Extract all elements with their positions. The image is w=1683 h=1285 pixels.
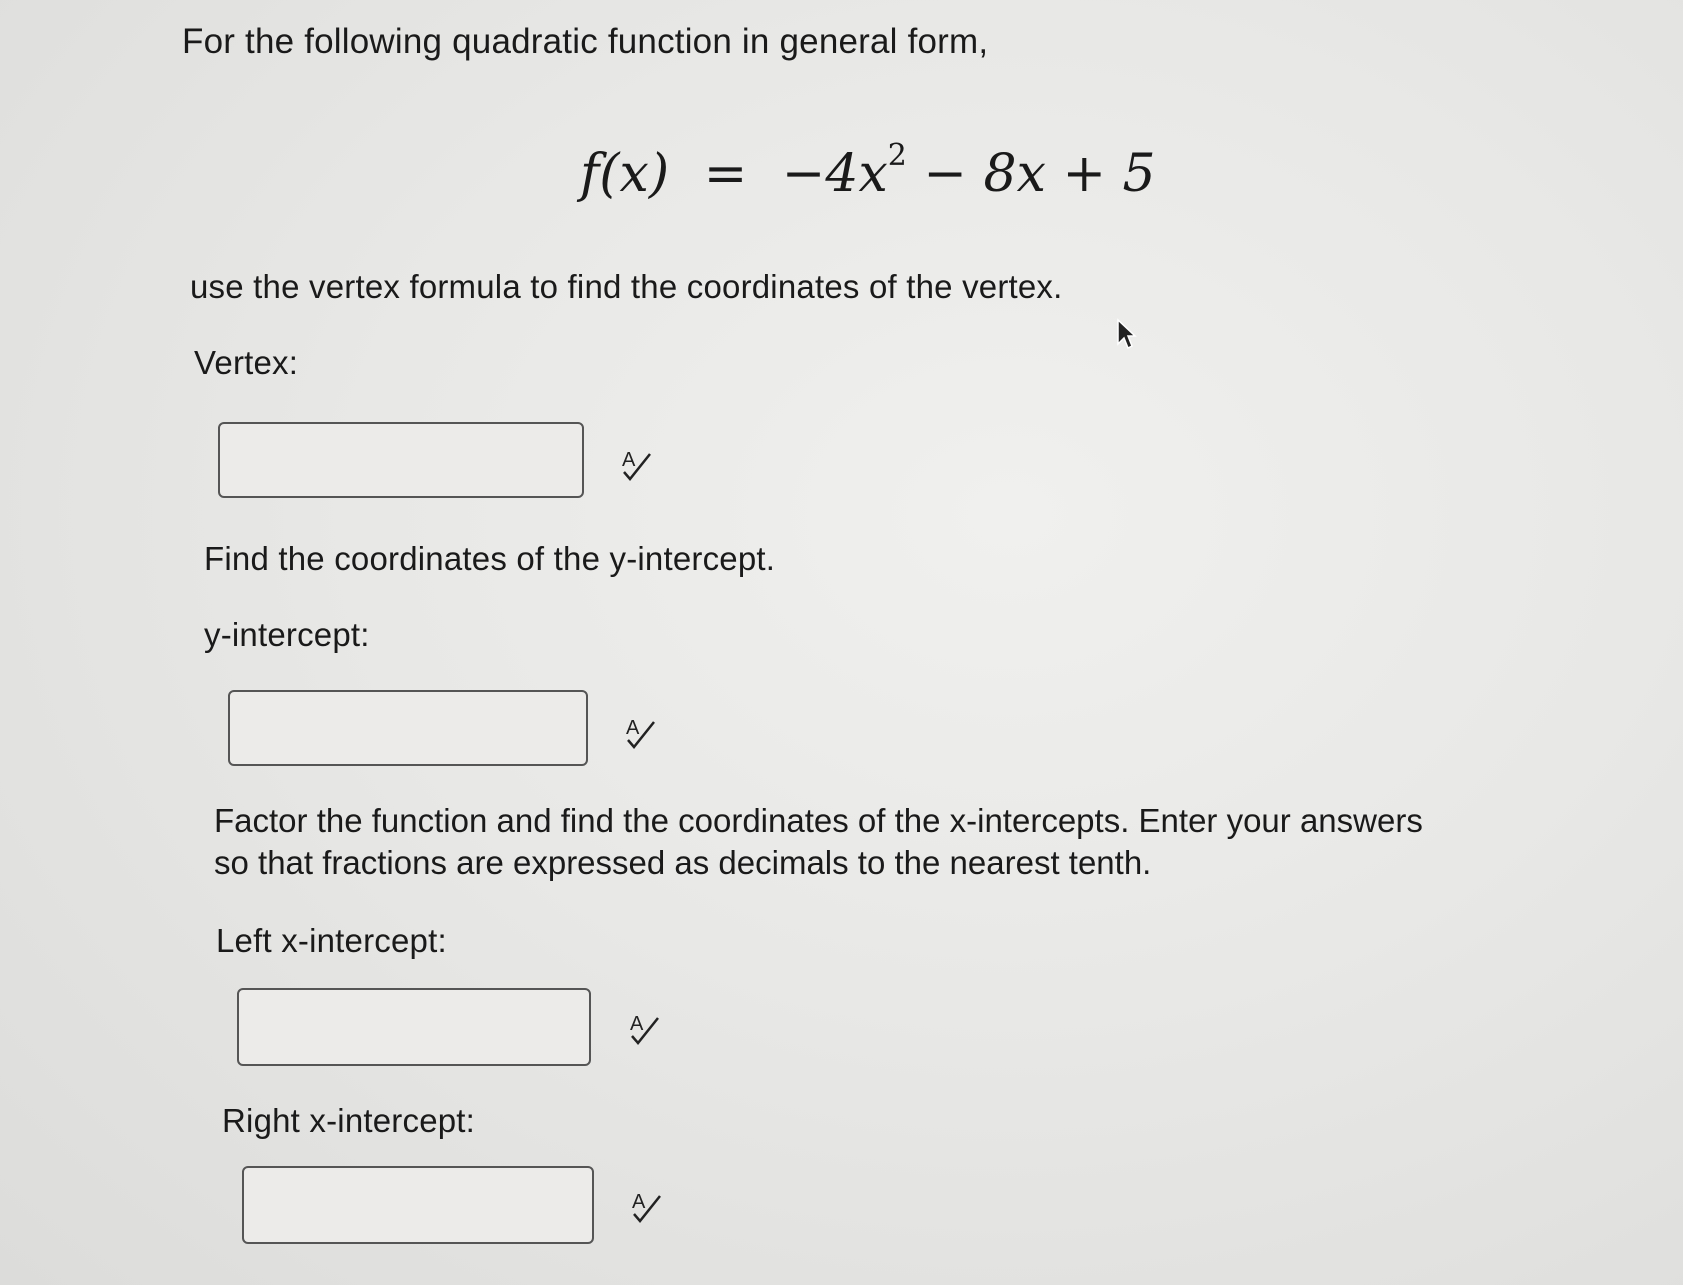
quadratic-formula — [580, 138, 1156, 204]
formula-rhs-rest: − 8x + 5 — [906, 144, 1156, 204]
mouse-pointer-icon — [1115, 318, 1137, 350]
y-intercept-label: y-intercept: — [204, 616, 370, 653]
left-x-intercept-input[interactable] — [237, 988, 591, 1066]
svg-text:A: A — [630, 1013, 644, 1035]
vertex-label: Vertex: — [194, 344, 299, 381]
svg-text:A: A — [622, 449, 636, 471]
x-intercept-instruction — [214, 800, 1534, 884]
y-intercept-instruction: Find the coordinates of the y-intercept. — [204, 540, 776, 577]
svg-text:A: A — [632, 1191, 646, 1213]
formula-equals: = — [703, 144, 748, 204]
check-syntax-icon[interactable] — [628, 1186, 668, 1226]
left-x-intercept-label: Left x-intercept: — [216, 922, 447, 959]
question-intro: For the following quadratic function in general form, — [182, 22, 989, 61]
check-syntax-icon[interactable] — [622, 712, 662, 752]
vertex-instruction: use the vertex formula to find the coordinates of the vertex. — [190, 268, 1063, 305]
x-instruction-line-1: Factor the function and find the coordinates of the x-intercepts. Enter your answers — [214, 802, 1423, 839]
formula-lhs: f(x) — [580, 144, 670, 204]
right-x-intercept-input[interactable] — [242, 1166, 594, 1244]
vertex-input[interactable] — [218, 422, 584, 498]
formula-exponent: 2 — [887, 138, 907, 173]
y-intercept-input[interactable] — [228, 690, 588, 766]
formula-rhs-a: −4x — [781, 144, 888, 204]
svg-text:A: A — [626, 717, 640, 739]
x-instruction-line-2: so that fractions are expressed as decimals to the nearest tenth. — [214, 844, 1152, 881]
right-x-intercept-label: Right x-intercept: — [222, 1102, 476, 1139]
check-syntax-icon[interactable] — [626, 1008, 666, 1048]
check-syntax-icon[interactable] — [618, 444, 658, 484]
